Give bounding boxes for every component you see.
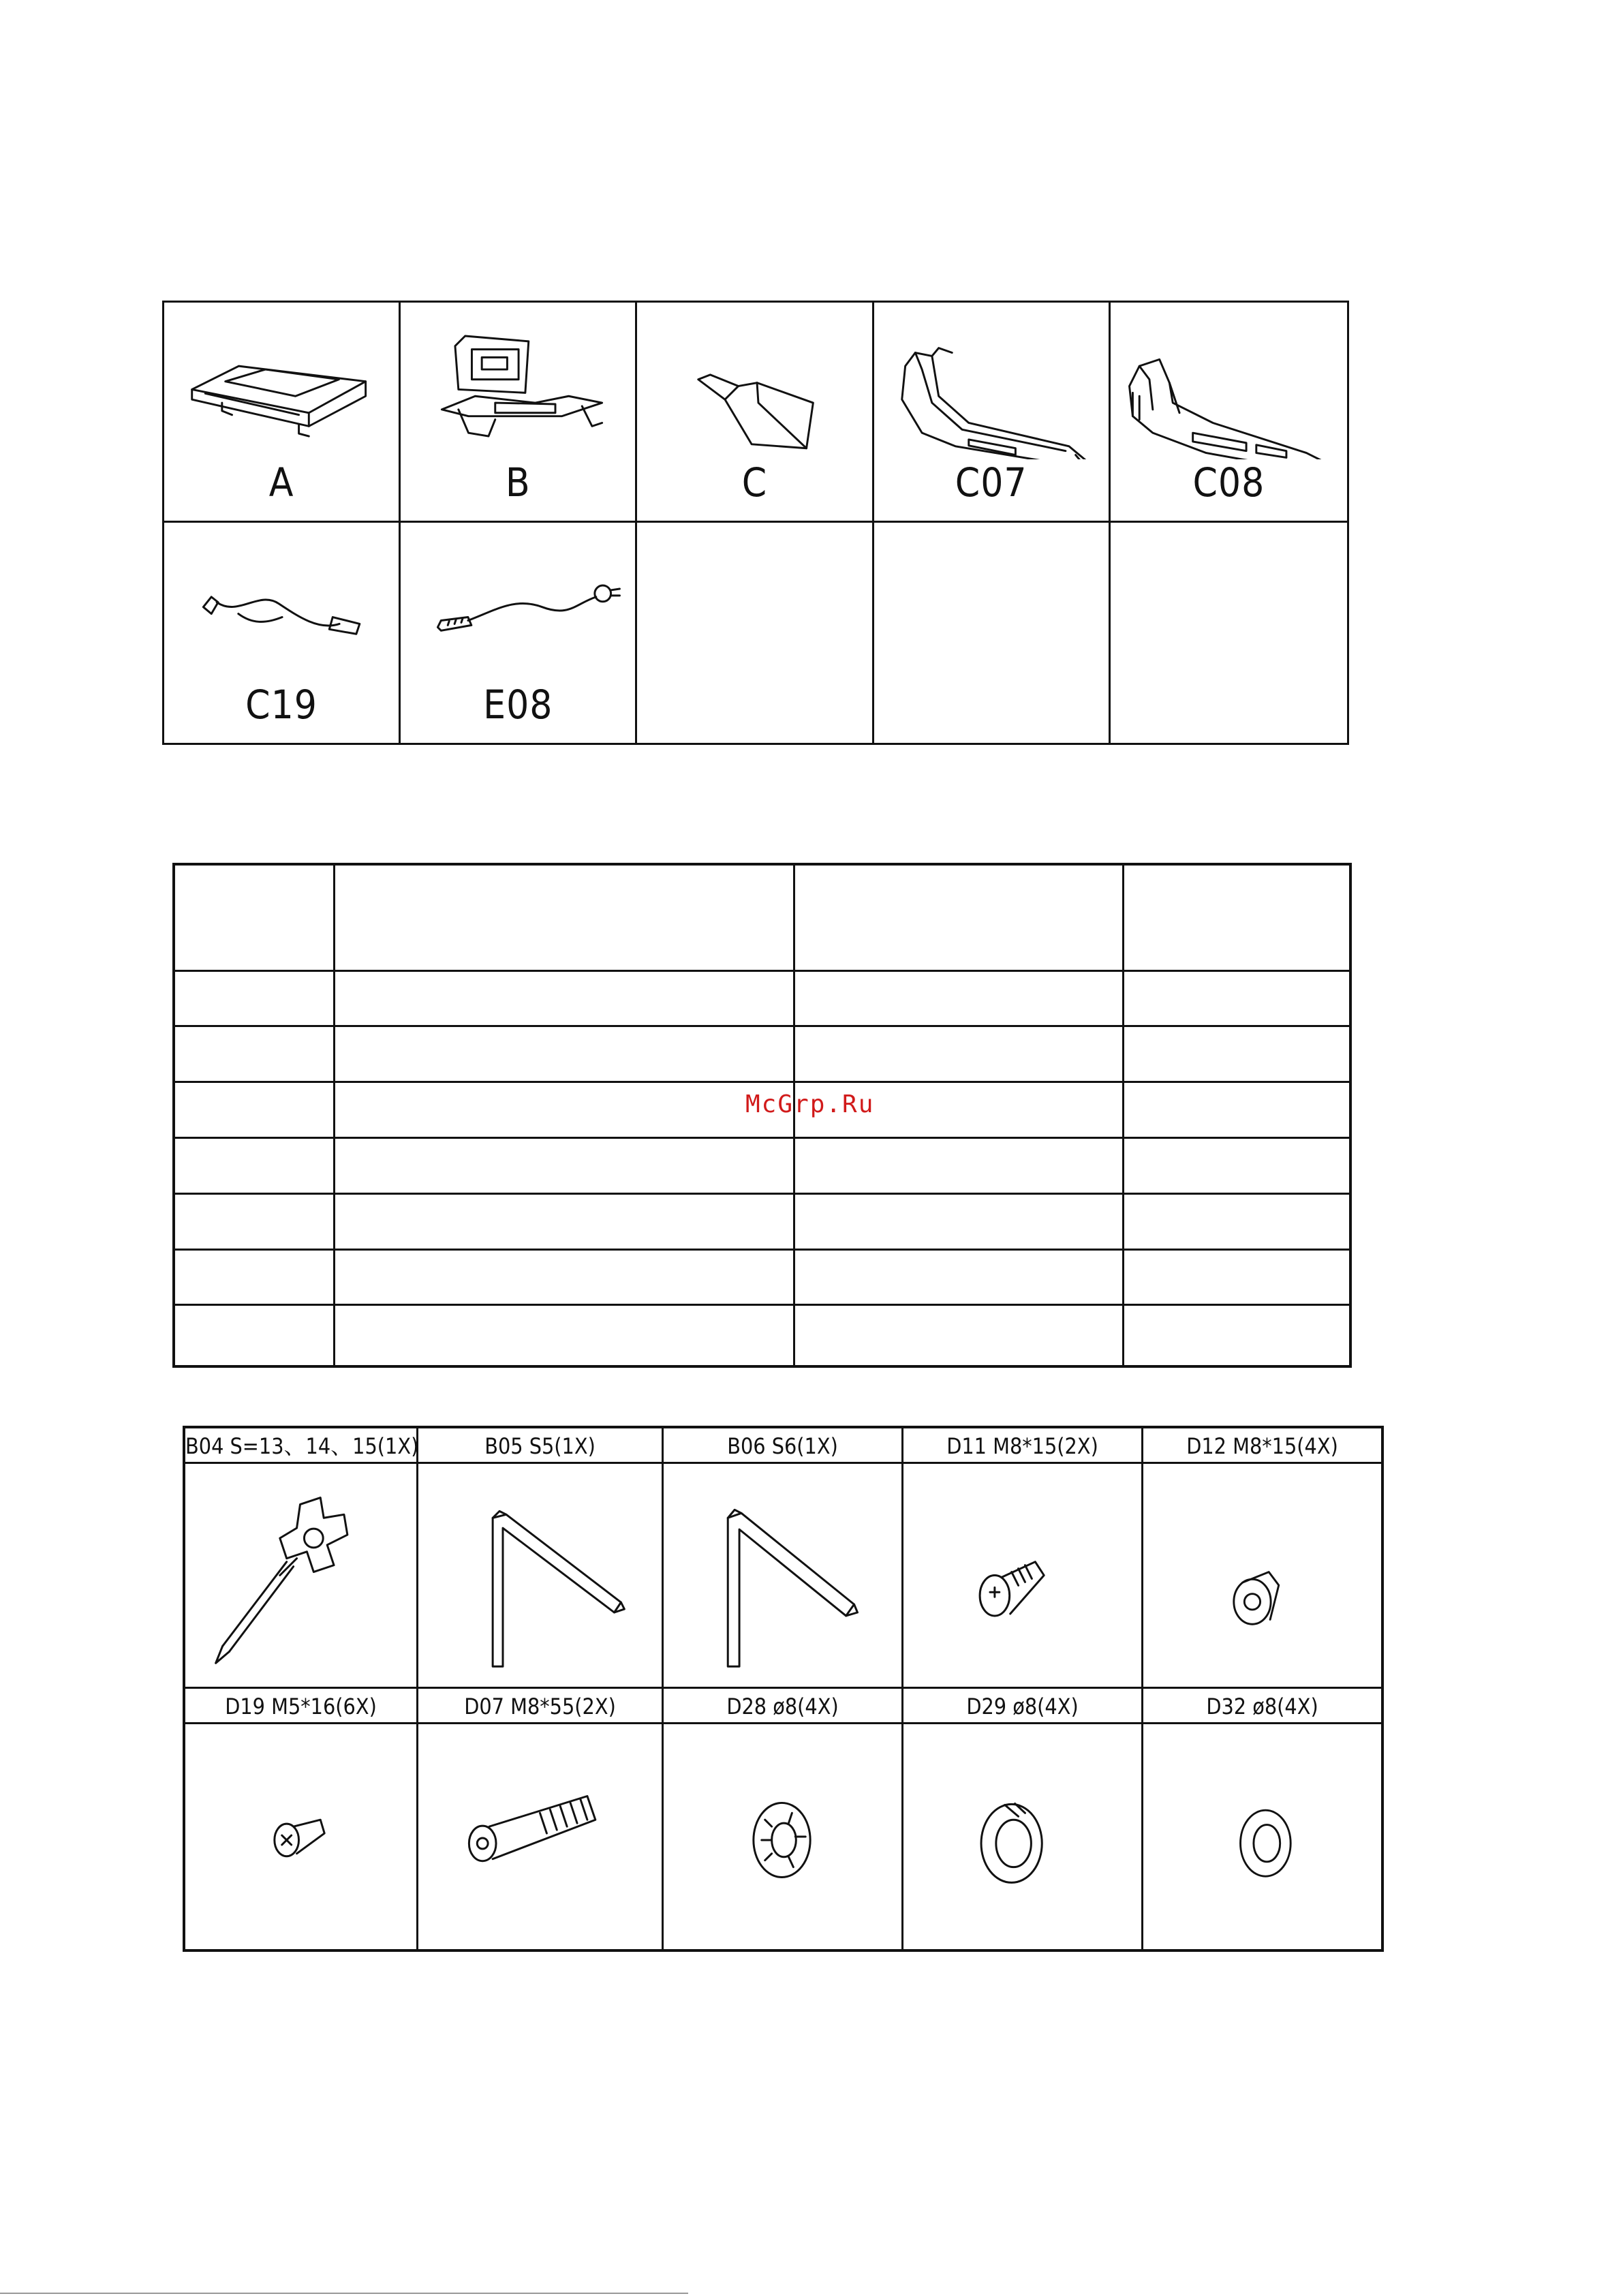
star-washer-icon [664,1724,901,1949]
button-head-bolt-icon [903,1464,1141,1687]
hardware-label: D32 ø8(4X) [1143,1689,1381,1724]
part-label: B [505,459,531,506]
table-cell [794,1137,1123,1193]
table-cell [174,1249,334,1305]
table-cell [794,1193,1123,1249]
table-cell [1123,864,1350,970]
multi-wrench-icon [185,1464,416,1687]
hardware-label: D11 M8*15(2X) [903,1428,1143,1464]
table-cell [1123,1137,1350,1193]
table-cell [334,970,794,1026]
table-cell [174,1305,334,1366]
table-cell [174,1137,334,1193]
hardware-label: D29 ø8(4X) [903,1689,1143,1724]
hardware-picture [664,1464,903,1689]
table-row [174,970,1350,1026]
table-cell [174,970,334,1026]
flat-head-bolt-icon [1143,1464,1381,1687]
treadmill-deck-icon [164,303,399,459]
spring-washer-icon [903,1724,1141,1949]
table-row [174,1193,1350,1249]
hardware-picture [1143,1464,1381,1689]
hardware-label: B04 S=13、14、15(1X) [185,1428,418,1464]
table-cell [794,970,1123,1026]
right-upright-icon [1111,303,1347,459]
table-header-row [174,864,1350,970]
hardware-label: B05 S5(1X) [418,1428,664,1464]
table-cell [1123,1082,1350,1138]
part-cell-e08 [401,523,637,743]
part-cell-empty [637,523,874,743]
table-cell [334,1082,794,1138]
hardware-picture [418,1724,664,1949]
table-cell [794,864,1123,970]
table-cell [1123,1249,1350,1305]
table-cell [794,1026,1123,1082]
part-label: C19 [245,682,318,728]
part-cell-c07 [874,303,1111,523]
hardware-label: D19 M5*16(6X) [185,1689,418,1724]
table-cell [174,1026,334,1082]
hardware-picture [418,1464,664,1689]
allen-key-s6-icon [664,1464,901,1687]
power-cord-icon [401,523,635,682]
treadmill-console-icon [401,303,635,459]
table-cell [334,1193,794,1249]
hardware-picture [903,1464,1143,1689]
part-label: E08 [483,682,553,728]
table-cell [1123,1305,1350,1366]
table-cell [1123,970,1350,1026]
table-cell [794,1249,1123,1305]
flat-washer-icon [1143,1724,1381,1949]
hardware-picture [903,1724,1143,1949]
part-cell-c [637,303,874,523]
table-cell [334,864,794,970]
part-cell-c08 [1111,303,1347,523]
left-upright-icon [874,303,1109,459]
hardware-label: D07 M8*55(2X) [418,1689,664,1724]
part-label: C [741,459,768,506]
table-cell [174,864,334,970]
watermark-text[interactable]: McGrp.Ru [745,1090,875,1118]
parts-grid [162,301,1349,745]
table-cell [794,1305,1123,1366]
hardware-label: D12 M8*15(4X) [1143,1428,1381,1464]
table-cell [1123,1026,1350,1082]
table-cell [334,1026,794,1082]
part-label: C07 [955,459,1027,506]
part-cell-empty [874,523,1111,743]
hardware-label: D28 ø8(4X) [664,1689,903,1724]
hardware-grid [183,1426,1384,1952]
page-footer-line [0,2293,688,2294]
table-cell [174,1193,334,1249]
part-label: A [268,459,294,506]
part-cell-c19 [164,523,401,743]
hardware-picture [185,1724,418,1949]
phillips-screw-icon [185,1724,416,1949]
lubricant-bottle-icon [637,303,871,459]
table-cell [334,1305,794,1366]
table-row [174,1249,1350,1305]
table-row [174,1026,1350,1082]
hardware-picture [1143,1724,1381,1949]
table-cell [174,1082,334,1138]
part-label: C08 [1192,459,1265,506]
long-bolt-icon [418,1724,662,1949]
hardware-picture [664,1724,903,1949]
table-cell [334,1249,794,1305]
part-cell-b [401,303,637,523]
part-cell-empty [1111,523,1347,743]
table-cell [334,1137,794,1193]
table-cell [1123,1193,1350,1249]
allen-key-s5-icon [418,1464,662,1687]
hardware-picture [185,1464,418,1689]
part-cell-a [164,303,401,523]
table-row [174,1305,1350,1366]
table-row [174,1137,1350,1193]
safety-key-cord-icon [164,523,399,682]
hardware-label: B06 S6(1X) [664,1428,903,1464]
